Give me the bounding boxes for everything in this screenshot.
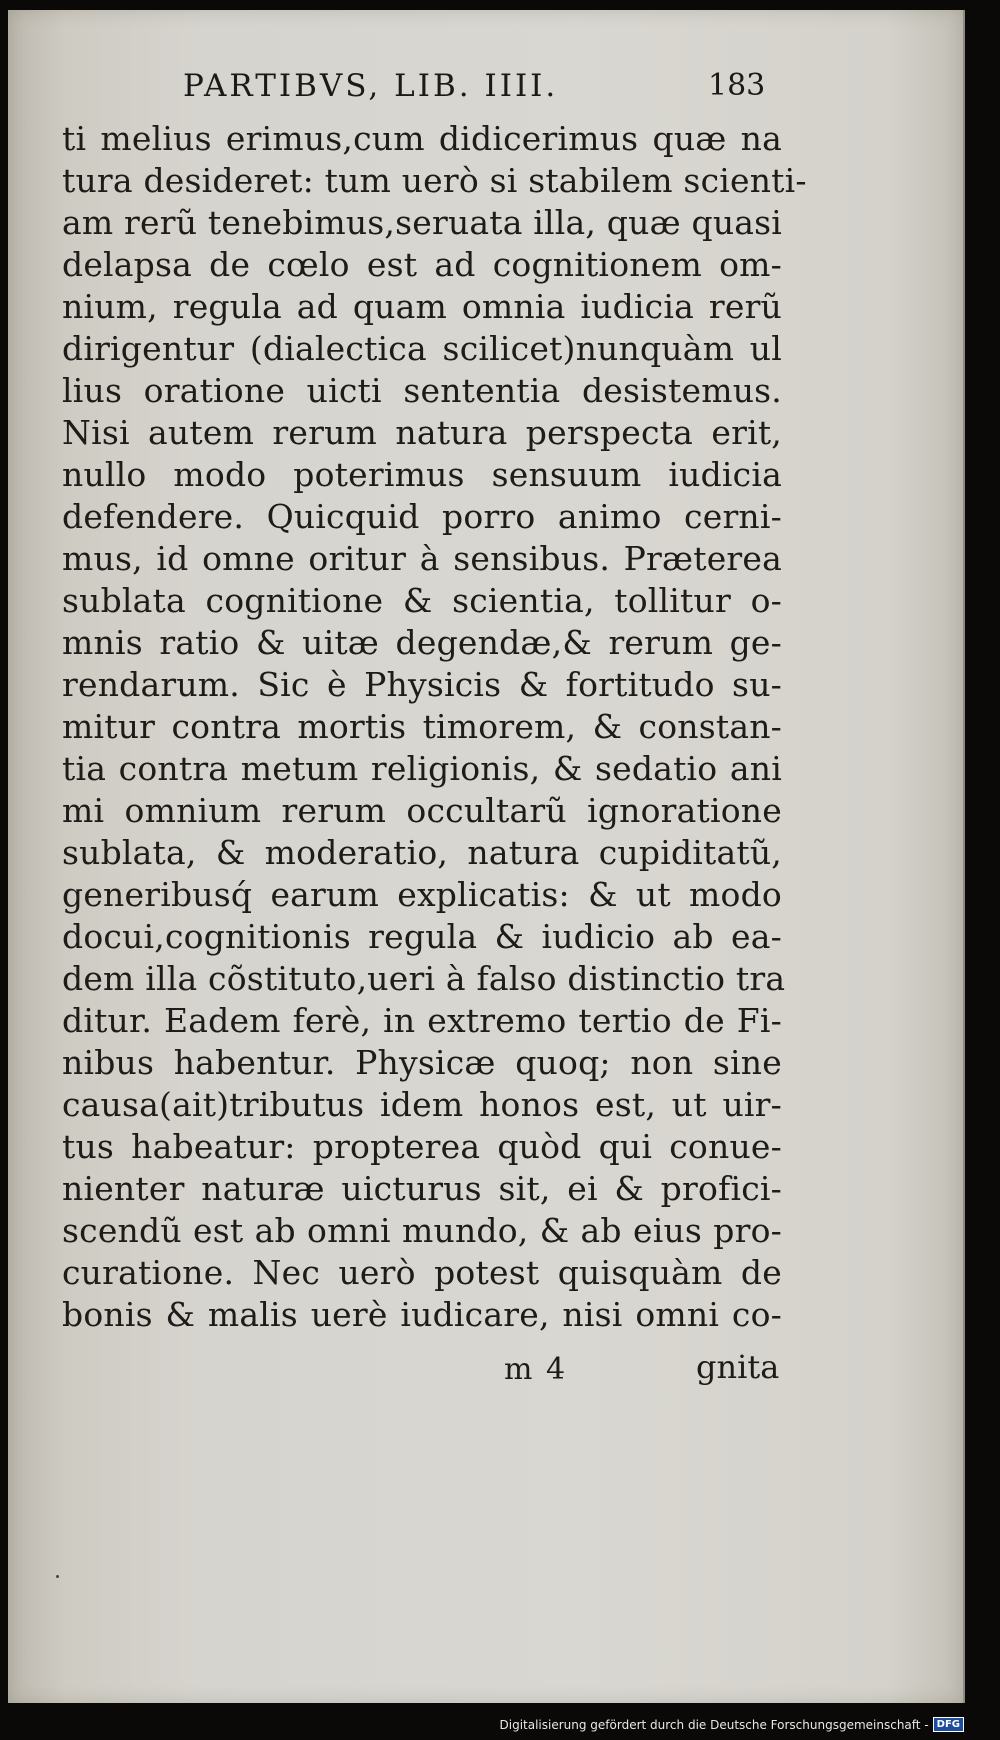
catchword: gnita: [696, 1348, 780, 1386]
text-line: rendarum. Sic è Physicis & fortitudo su-: [62, 665, 782, 704]
body-text: [62, 118, 807, 1336]
text-line: delapsa de cœlo est ad cognitionem om-: [62, 245, 782, 284]
text-line: nullo modo poterimus sensuum iudicia: [62, 455, 782, 494]
text-line: causa(ait)tributus idem honos est, ut uir-: [62, 1085, 782, 1124]
digitization-credit: [500, 1717, 965, 1732]
text-line: nium, regula ad quam omnia iudicia rerũ: [62, 287, 782, 326]
text-line: tus habeatur: propterea quòd qui conue-: [62, 1127, 782, 1166]
book-page: [8, 10, 965, 1703]
text-line: lius oratione uicti sententia desistemus.: [62, 371, 782, 410]
text-line: dem illa cõstituto,ueri à falso distinctio tra: [62, 959, 786, 998]
running-head: PARTIBVS, LIB. IIII.: [183, 68, 559, 104]
text-line: dirigentur (dialectica scilicet)nunquàm ul: [62, 329, 782, 368]
paper-speck: [56, 1575, 59, 1578]
text-line: Nisi autem rerum natura perspecta erit,: [62, 413, 782, 452]
dfg-logo-icon: DFG: [933, 1717, 964, 1732]
text-line: mitur contra mortis timorem, & constan-: [62, 707, 782, 746]
credit-text: Digitalisierung gefördert durch die Deutsche Forschungsgemeinschaft -: [499, 1717, 929, 1732]
text-line: sublata cognitione & scientia, tollitur o-: [62, 581, 782, 620]
text-line: curatione. Nec uerò potest quisquàm de: [62, 1253, 782, 1292]
page-number: 183: [708, 68, 766, 103]
text-line: mus, id omne oritur à sensibus. Præterea: [62, 539, 782, 578]
text-line: docui,cognitionis regula & iudicio ab ea-: [62, 917, 782, 956]
text-line: am rerũ tenebimus,seruata illa, quæ quasi: [62, 203, 783, 242]
text-line: tia contra metum religionis, & sedatio ani: [62, 749, 782, 788]
text-line: defendere. Quicquid porro animo cerni-: [62, 497, 782, 536]
signature-mark: m 4: [504, 1352, 568, 1387]
text-line: nibus habentur. Physicæ quoq; non sine: [62, 1043, 782, 1082]
text-line: sublata, & moderatio, natura cupiditatũ,: [62, 833, 782, 872]
text-line: ditur. Eadem ferè, in extremo tertio de Fi-: [62, 1001, 782, 1040]
text-line: ti melius erimus,cum didicerimus quæ na: [62, 119, 782, 158]
text-line: tura desideret: tum uerò si stabilem scienti-: [62, 161, 807, 200]
text-line: mi omnium rerum occultarũ ignoratione: [62, 791, 782, 830]
text-line: nienter naturæ uicturus sit, ei & profici-: [62, 1169, 782, 1208]
text-line: bonis & malis uerè iudicare, nisi omni co-: [62, 1295, 782, 1334]
text-line: mnis ratio & uitæ degendæ,& rerum ge-: [62, 623, 782, 662]
text-line: scendũ est ab omni mundo, & ab eius pro-: [62, 1211, 782, 1250]
text-line: generibusq́ earum explicatis: & ut modo: [62, 875, 782, 914]
